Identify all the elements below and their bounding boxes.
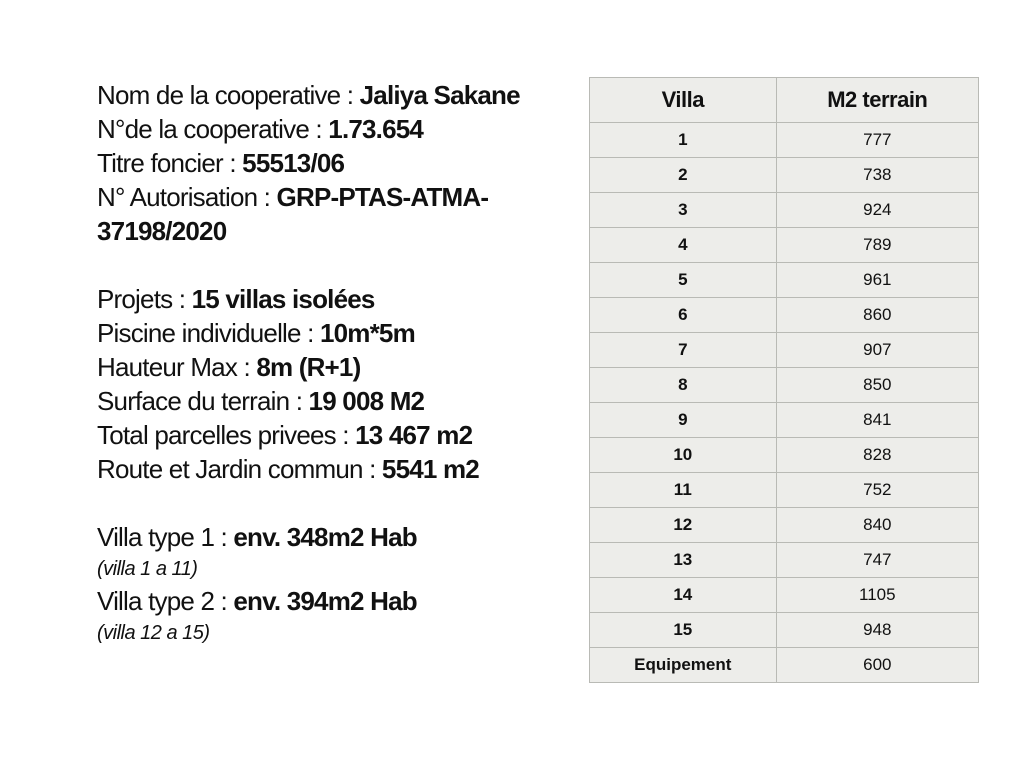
cooperative-name-value: Jaliya Sakane [359, 80, 520, 110]
spacer [97, 486, 577, 520]
cooperative-name-label: Nom de la cooperative : [97, 80, 360, 110]
area-cell: 961 [776, 263, 978, 298]
table-row [590, 263, 979, 298]
villa-cell: 9 [590, 403, 777, 438]
land-title-value: 55513/06 [242, 148, 345, 178]
land-area-value: 19 008 M2 [308, 386, 425, 416]
area-cell: 789 [776, 228, 978, 263]
villa-cell: 2 [590, 158, 777, 193]
villa-cell: 4 [590, 228, 777, 263]
column-header-villa: Villa [590, 78, 777, 123]
land-title-line [97, 146, 577, 180]
area-cell: 747 [776, 543, 978, 578]
table-row [590, 648, 979, 683]
villa-cell: 10 [590, 438, 777, 473]
area-cell: 1105 [776, 578, 978, 613]
table-row [590, 298, 979, 333]
private-plots-label: Total parcelles privees : [97, 420, 356, 450]
cooperative-number-label: N°de la cooperative : [97, 114, 329, 144]
column-header-m2-terrain: M2 terrain [776, 78, 978, 123]
project-info [97, 78, 577, 648]
road-garden-value: 5541 m2 [381, 454, 479, 484]
villa-cell: 1 [590, 123, 777, 158]
villa-cell: Equipement [590, 648, 777, 683]
villa-cell: 14 [590, 578, 777, 613]
area-cell: 840 [776, 508, 978, 543]
projects-line [97, 282, 577, 316]
villa-type-2-line [97, 584, 577, 618]
area-cell: 948 [776, 613, 978, 648]
cooperative-name-line [97, 78, 577, 112]
villa-cell: 3 [590, 193, 777, 228]
table-row [590, 508, 979, 543]
road-garden-line [97, 452, 577, 486]
projects-value: 15 villas isolées [191, 284, 375, 314]
land-title-label: Titre foncier : [97, 148, 243, 178]
villa-type-1-label: Villa type 1 : [97, 522, 234, 552]
road-garden-label: Route et Jardin commun : [97, 454, 382, 484]
table-row [590, 368, 979, 403]
villa-cell: 15 [590, 613, 777, 648]
villa-type-2-value: env. 394m2 Hab [233, 586, 417, 616]
area-cell: 850 [776, 368, 978, 403]
max-height-value: 8m (R+1) [256, 352, 361, 382]
villa-type-1-note: (villa 1 a 11) [97, 558, 198, 580]
table-row [590, 158, 979, 193]
table-row [590, 193, 979, 228]
area-cell: 600 [776, 648, 978, 683]
villa-cell: 12 [590, 508, 777, 543]
table-row [590, 333, 979, 368]
villa-cell: 11 [590, 473, 777, 508]
authorization-label: N° Autorisation : [97, 182, 277, 212]
villa-cell: 5 [590, 263, 777, 298]
max-height-label: Hauteur Max : [97, 352, 257, 382]
area-cell: 860 [776, 298, 978, 333]
pool-value: 10m*5m [319, 318, 415, 348]
table-row [590, 123, 979, 158]
table-row [590, 613, 979, 648]
cooperative-number-value: 1.73.654 [328, 114, 424, 144]
villa-cell: 13 [590, 543, 777, 578]
pool-line [97, 316, 577, 350]
villa-type-2-note: (villa 12 a 15) [97, 622, 210, 644]
villa-cell: 8 [590, 368, 777, 403]
area-cell: 924 [776, 193, 978, 228]
authorization-value: GRP-PTAS-ATMA-37198/2020 [97, 182, 489, 246]
cooperative-number-line [97, 112, 577, 146]
land-area-label: Surface du terrain : [97, 386, 309, 416]
projects-label: Projets : [97, 284, 192, 314]
pool-label: Piscine individuelle : [97, 318, 320, 348]
private-plots-line [97, 418, 577, 452]
area-cell: 752 [776, 473, 978, 508]
villa-cell: 7 [590, 333, 777, 368]
villa-type-2-label: Villa type 2 : [97, 586, 234, 616]
area-cell: 738 [776, 158, 978, 193]
table-row [590, 438, 979, 473]
table-row [590, 473, 979, 508]
table-header-row [590, 78, 979, 123]
area-cell: 777 [776, 123, 978, 158]
table-row [590, 578, 979, 613]
area-cell: 841 [776, 403, 978, 438]
area-cell: 828 [776, 438, 978, 473]
table-row [590, 403, 979, 438]
villa-area-table [589, 77, 979, 683]
area-cell: 907 [776, 333, 978, 368]
private-plots-value: 13 467 m2 [355, 420, 473, 450]
table-row [590, 228, 979, 263]
villa-type-1-line [97, 520, 577, 554]
table-row [590, 543, 979, 578]
villa-type-1-value: env. 348m2 Hab [233, 522, 417, 552]
villa-cell: 6 [590, 298, 777, 333]
max-height-line [97, 350, 577, 384]
spacer [97, 248, 577, 282]
land-area-line [97, 384, 577, 418]
authorization-line [97, 180, 577, 248]
